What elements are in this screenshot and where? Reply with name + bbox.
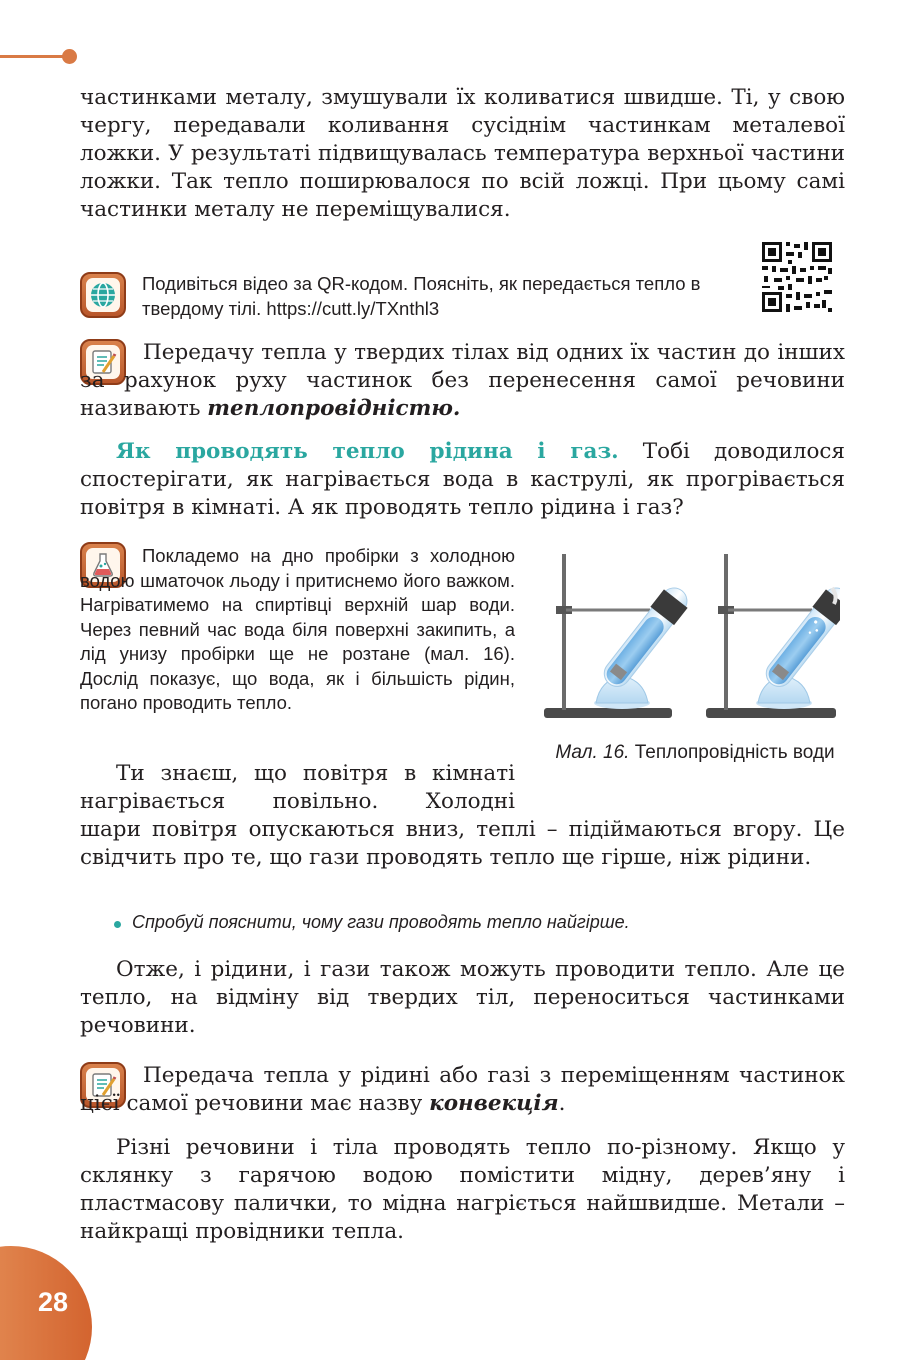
- page-number: 28: [38, 1287, 69, 1317]
- definition-1-text: Передачу тепла у твердих тілах від одних їх частин до інших за рахунок руху частинок без перенесення самої речовини називають: [80, 340, 845, 421]
- bullet-dot: [114, 921, 121, 928]
- paragraph-3-text: Отже, і рідини, і гази також можуть проводити тепло. Але це тепло, на відміну від твердих тіл, переноситься частинками речовини.: [80, 957, 845, 1038]
- definition-2-text: Передача тепла у рідині або газі з переміщенням частинок цієї самої речовини має назву: [80, 1063, 845, 1116]
- top-decor-dot: [62, 49, 77, 64]
- paragraph-2-rest-text: шари повітря опускаються вниз, теплі – підіймаються вгору. Це свідчить про те, що гази проводять тепло ще гірше, ніж рідини.: [80, 817, 845, 870]
- definition-1-term: теплопровідністю.: [207, 396, 461, 421]
- definition-2-end: .: [558, 1091, 566, 1116]
- left-test-tube: [597, 581, 693, 692]
- globe-icon: [86, 278, 120, 312]
- top-decor-line: [0, 55, 66, 58]
- figure-caption-label: Мал. 16.: [555, 742, 630, 763]
- right-test-tube: [759, 581, 840, 692]
- figure-16-illustration: [540, 548, 840, 726]
- section-heading: Як проводять тепло рідина і газ.: [116, 439, 619, 464]
- definition-1: [80, 339, 845, 423]
- paragraph-1-text: частинками металу, змушували їх коливатися швидше. Ті, у свою чергу, передавали коливання сусіднім частинкам металевої ложки. У результаті підвищувалась температура верхньої частини ложки. Так тепло поширювалося по всій ложці. При цьому самі частинки металу не переміщувалися.: [80, 85, 845, 222]
- paragraph-2-start: [80, 760, 515, 816]
- video-icon-box: [80, 272, 126, 318]
- paragraph-1: [80, 84, 845, 224]
- paragraph-2-start-text: Ти знаєш, що повітря в кімнаті нагрівається повільно. Холодні: [80, 761, 515, 814]
- figure-caption: [550, 740, 840, 765]
- definition-2-term: конвекція: [429, 1091, 559, 1116]
- experiment-text: Покладемо на дно пробірки з холодною водою шматочок льоду і притиснемо його важком. Нагріватимемо на спиртівці верхній шар води. Через певний час вода біля поверхні закипить, а лід унизу пробірки ще не розтане (мал. 16). Дослід показує, що вода, як і більшість рідин, погано проводить тепло.: [80, 545, 515, 713]
- qr-code[interactable]: [760, 240, 834, 314]
- qr-note-text: Подивіться відео за QR-кодом. Поясніть, як передається тепло в твердому тілі. https://cutt.ly/TXnthl3: [142, 273, 701, 319]
- paragraph-3: [80, 956, 845, 1040]
- paragraph-4: [80, 1134, 845, 1246]
- definition-2: [80, 1062, 845, 1118]
- bullet-text: Спробуй пояснити, чому гази проводять тепло найгірше.: [132, 912, 630, 932]
- section-text: Тобі доводилося спостерігати, як нагрівається вода в каструлі, як прогрівається повітря в кімнаті. А як проводять тепло рідина і газ?: [80, 439, 845, 520]
- section-paragraph: [80, 438, 845, 522]
- paragraph-2-rest: [80, 816, 845, 872]
- paragraph-4-text: Різні речовини і тіла проводять тепло по-різному. Якщо у склянку з гарячою водою помістити мідну, дерев’яну і пластмасову палички, то мідна нагріється найшвидше. Метали – найкращі провідники тепла.: [80, 1135, 845, 1244]
- figure-caption-text: Теплопровідність води: [629, 742, 835, 763]
